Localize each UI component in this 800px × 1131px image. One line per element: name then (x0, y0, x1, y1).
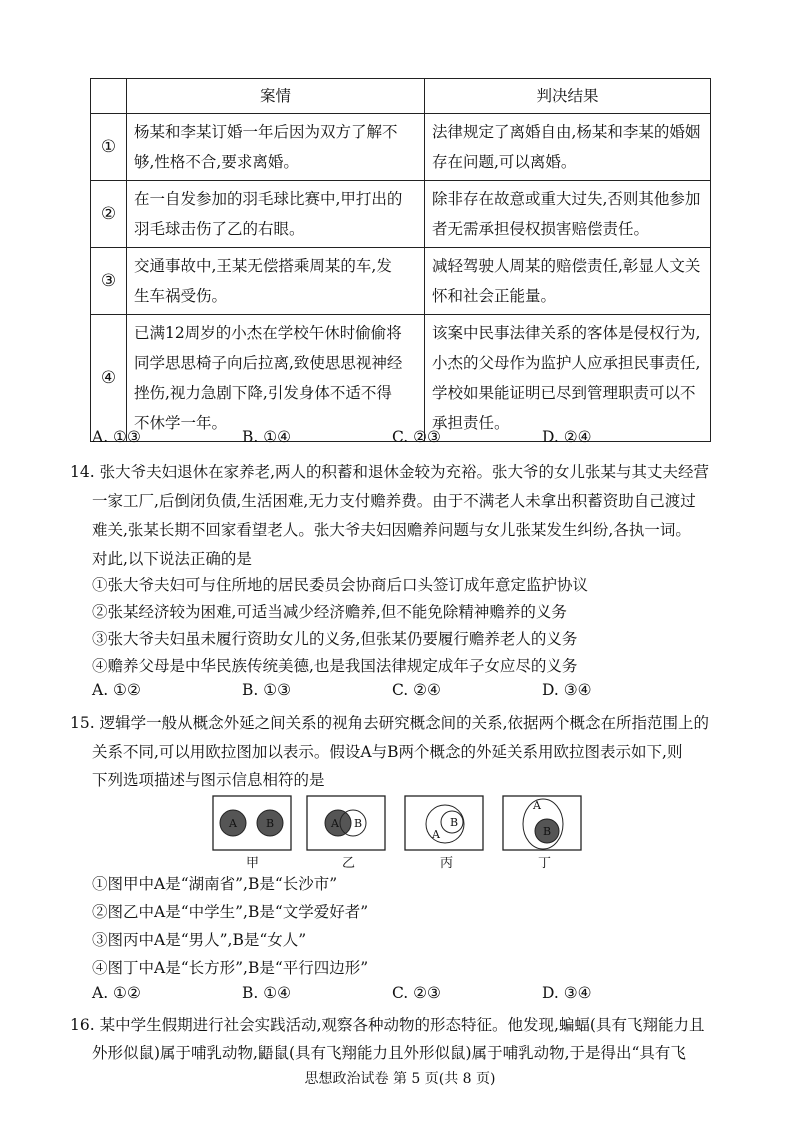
option-b[interactable]: B. ①③ (242, 681, 292, 699)
verdict-cell (425, 181, 711, 248)
option-a[interactable]: A. ①② (92, 681, 141, 699)
case-line: 在一自发参加的羽毛球比赛中,甲打出的 (134, 190, 403, 208)
case-line: 不休学一年。 (134, 414, 228, 432)
q14-stem-line: 难关,张某长期不回家看望老人。张大爷夫妇因赡养问题与女儿张某发生纠纷,各执一词。 (92, 521, 691, 539)
table-header-row (91, 79, 711, 114)
row-number: ③ (91, 248, 127, 315)
euler-diagram-yi (306, 795, 386, 871)
option-b[interactable]: B. ①④ (242, 984, 292, 1002)
table-header-verdict: 判决结果 (425, 79, 711, 114)
option-d[interactable]: D. ③④ (542, 681, 592, 699)
q15-statement: ①图甲中A是“湖南省”,B是“长沙市” (92, 875, 338, 893)
case-line: 挫伤,视力急剧下降,引发身体不适不得 (134, 384, 392, 402)
q14-statement: ③张大爷夫妇虽未履行资助女儿的义务,但张某仍要履行赡养老人的义务 (92, 630, 578, 648)
option-a[interactable]: A. ①② (92, 984, 141, 1002)
q14-statement: ①张大爷夫妇可与住所地的居民委员会协商后口头签订成年意定监护协议 (92, 576, 589, 594)
q15-statement: ③图丙中A是“男人”,B是“女人” (92, 931, 307, 949)
option-d[interactable]: D. ③④ (542, 984, 592, 1002)
q15-statement: ②图乙中A是“中学生”,B是“文学爱好者” (92, 903, 369, 921)
table-header-blank (91, 79, 127, 114)
option-c[interactable]: C. ②③ (392, 428, 441, 446)
table-row (91, 181, 711, 248)
verdict-cell (425, 315, 711, 442)
label-a: A (229, 817, 237, 830)
case-line: 已满12周岁的小杰在学校午休时偷偷将 (134, 324, 402, 342)
table-row (91, 315, 711, 442)
case-line: 交通事故中,王某无偿搭乘周某的车,发 (134, 257, 392, 275)
case-table (90, 78, 711, 442)
case-line: 够,性格不合,要求离婚。 (134, 153, 299, 171)
q16-stem-line: 16. 某中学生假期进行社会实践活动,观察各种动物的形态特征。他发现,蝙蝠(具有飞翔能力且 (70, 1016, 705, 1034)
case-line: 生车祸受伤。 (134, 287, 228, 305)
label-a: A (432, 828, 440, 841)
label-b: B (542, 825, 552, 838)
label-b: B (353, 817, 363, 830)
case-cell (127, 114, 425, 181)
page-footer: 思想政治试卷 第 5 页(共 8 页) (304, 1071, 496, 1087)
verdict-line: 小杰的父母作为监护人应承担民事责任, (432, 354, 701, 372)
euler-diagram-jia (212, 795, 292, 871)
table-row (91, 248, 711, 315)
q15-stem-line: 下列选项描述与图示信息相符的是 (92, 771, 325, 789)
q15-statement: ④图丁中A是“长方形”,B是“平行四边形” (92, 959, 369, 977)
verdict-cell (425, 114, 711, 181)
euler-diagram-ding (502, 795, 582, 871)
case-line: 羽毛球击伤了乙的右眼。 (134, 220, 305, 238)
option-b[interactable]: B. ①④ (242, 428, 292, 446)
table-row (91, 114, 711, 181)
verdict-line: 减轻驾驶人周某的赔偿责任,彰显人文关 (432, 257, 701, 275)
case-cell (127, 315, 425, 442)
verdict-line: 除非存在故意或重大过失,否则其他参加 (432, 190, 701, 208)
label-a: A (331, 817, 339, 830)
diagram-caption: 乙 (342, 856, 356, 871)
diagram-caption: 甲 (246, 856, 260, 871)
table-header-case: 案情 (127, 79, 425, 114)
verdict-line: 学校如果能证明已尽到管理职责可以不 (432, 384, 696, 402)
euler-diagram-bing (404, 795, 484, 871)
option-a[interactable]: A. ①③ (92, 428, 141, 446)
case-line: 杨某和李某订婚一年后因为双方了解不 (134, 123, 398, 141)
row-number: ② (91, 181, 127, 248)
case-line: 同学思思椅子向后拉离,致使思思视神经 (134, 354, 403, 372)
row-number: ④ (91, 315, 127, 442)
option-c[interactable]: C. ②④ (392, 681, 441, 699)
verdict-line: 该案中民事法律关系的客体是侵权行为, (432, 324, 701, 342)
label-a: A (533, 799, 541, 812)
option-c[interactable]: C. ②③ (392, 984, 441, 1002)
verdict-line: 者无需承担侵权损害赔偿责任。 (432, 220, 650, 238)
diagram-caption: 丙 (440, 856, 454, 871)
label-b: B (449, 816, 459, 829)
q14-stem-line: 14. 张大爷夫妇退休在家养老,两人的积蓄和退休金较为充裕。张大爷的女儿张某与其丈夫经营 (70, 463, 710, 481)
verdict-line: 存在问题,可以离婚。 (432, 153, 577, 171)
verdict-line: 承担责任。 (432, 414, 510, 432)
case-cell (127, 248, 425, 315)
q14-statement: ②张某经济较为困难,可适当减少经济赡养,但不能免除精神赡养的义务 (92, 603, 567, 621)
case-cell (127, 181, 425, 248)
row-number: ① (91, 114, 127, 181)
q16-stem-line: 外形似鼠)属于哺乳动物,鼯鼠(具有飞翔能力且外形似鼠)属于哺乳动物,于是得出“具有飞 (92, 1044, 686, 1062)
option-d[interactable]: D. ②④ (542, 428, 592, 446)
verdict-line: 法律规定了离婚自由,杨某和李某的婚姻 (432, 123, 701, 141)
q15-stem-line: 关系不同,可以用欧拉图加以表示。假设A与B两个概念的外延关系用欧拉图表示如下,则 (92, 743, 683, 761)
q15-stem-line: 15. 逻辑学一般从概念外延之间关系的视角去研究概念间的关系,依据两个概念在所指范围上的 (70, 714, 710, 732)
q14-statement: ④赡养父母是中华民族传统美德,也是我国法律规定成年子女应尽的义务 (92, 657, 578, 675)
q14-stem-line: 对此,以下说法正确的是 (92, 550, 252, 568)
diagram-caption: 丁 (538, 856, 552, 871)
q14-stem-line: 一家工厂,后倒闭负债,生活困难,无力支付赡养费。由于不满老人未拿出积蓄资助自己渡过 (92, 492, 696, 510)
verdict-line: 怀和社会正能量。 (432, 287, 557, 305)
verdict-cell (425, 248, 711, 315)
label-b: B (265, 817, 275, 830)
